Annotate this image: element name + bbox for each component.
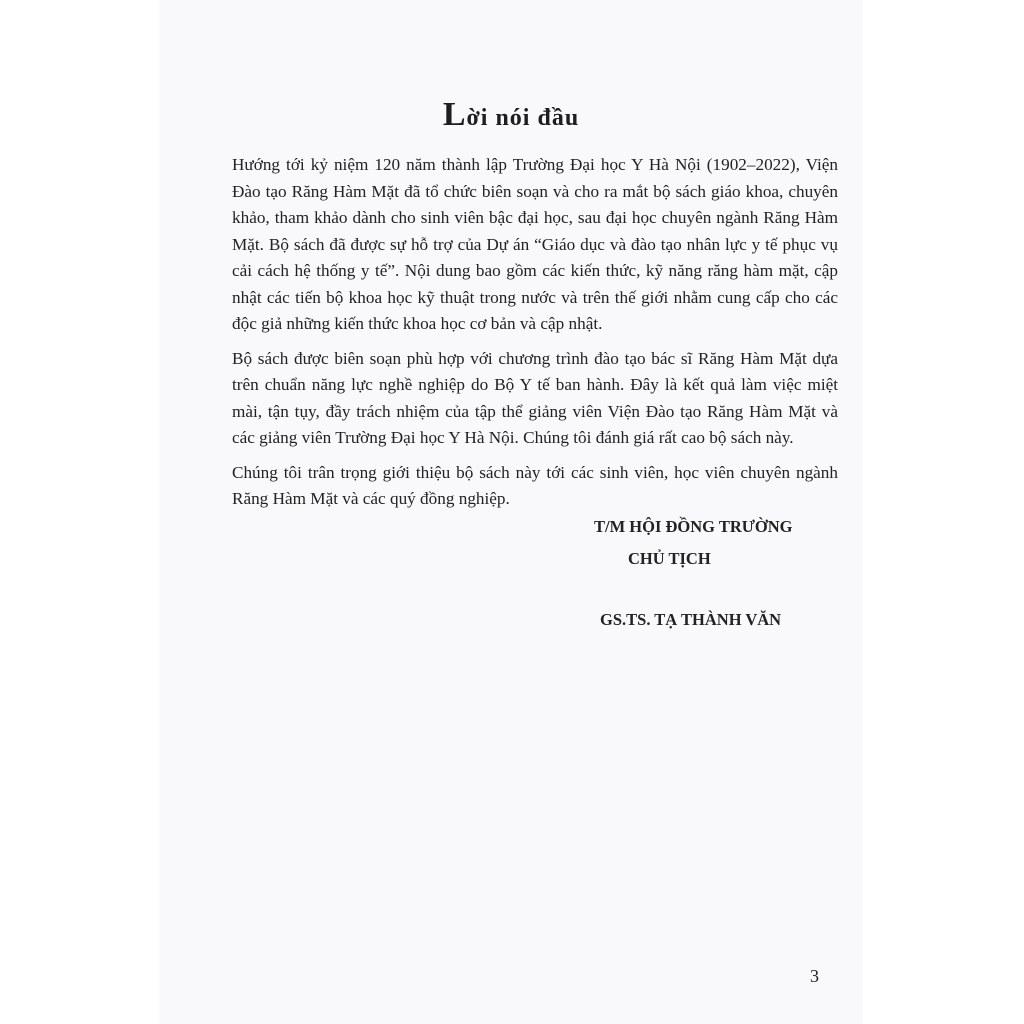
page-number: 3 <box>810 966 819 986</box>
paragraph-2: Bộ sách được biên soạn phù hợp với chương trình đào tạo bác sĩ Răng Hàm Mặt dựa trên chuẩn năng lực nghề nghiệp do Bộ Y tế ban hành. Đây là kết quả làm việc miệt mài, tận tụy, đầy trách nhiệm của tập thể giảng viên Viện Đào tạo Răng Hàm Mặt và các giảng viên Trường Đại học Y Hà Nội. Chúng tôi đánh giá rất cao bộ sách này. <box>232 348 838 447</box>
signature-title: CHỦ TỊCH <box>628 549 711 568</box>
book-page <box>160 0 862 1024</box>
page-title <box>160 96 862 134</box>
signature-role: T/M HỘI ĐỒNG TRƯỜNG <box>594 517 793 536</box>
title-initial: L <box>442 96 467 133</box>
paragraph-3: Chúng tôi trân trọng giới thiệu bộ sách này tới các sinh viên, học viên chuyên ngành Răng Hàm Mặt và các quý đồng nghiệp. <box>232 462 838 508</box>
signature-name: GS.TS. TẠ THÀNH VĂN <box>600 610 782 629</box>
foreword-body <box>232 152 838 521</box>
paragraph-1: Hướng tới kỷ niệm 120 năm thành lập Trường Đại học Y Hà Nội (1902–2022), Viện Đào tạo Răng Hàm Mặt đã tổ chức biên soạn và cho ra mắt bộ sách giáo khoa, chuyên khảo, tham khảo dành cho sinh viên bậc đại học, sau đại học chuyên ngành Răng Hàm Mặt. Bộ sách đã được sự hỗ trợ của Dự án “Giáo dục và đào tạo nhân lực y tế phục vụ cải cách hệ thống y tế”. Nội dung bao gồm các kiến thức, kỹ năng răng hàm mặt, cập nhật các tiến bộ khoa học kỹ thuật trong nước và trên thế giới nhằm cung cấp cho các độc giả những kiến thức khoa học cơ bản và cập nhật. <box>232 155 838 333</box>
title-rest: ời nói đầu <box>466 105 580 131</box>
